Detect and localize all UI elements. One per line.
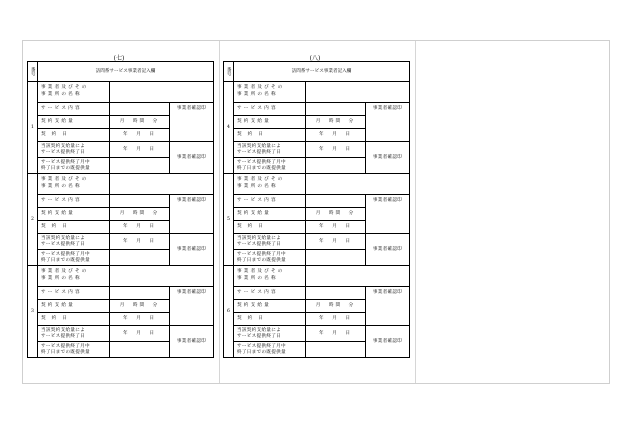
service-content-label: サービス内容 — [234, 103, 306, 116]
used-amount-line1: サービス提供終了月中 — [41, 160, 90, 166]
provider-name-label — [234, 174, 306, 195]
confirm-seal-text: 事業者確認印 — [372, 246, 403, 252]
contract-date-field[interactable]: 年 月 日 — [110, 313, 170, 326]
contract-amount-label: 契約支給量 — [234, 300, 306, 313]
provider-name-line1: 事業者及びその — [41, 85, 89, 91]
end-date-line1: 当該契約支給量によ — [41, 236, 86, 242]
confirm-seal-label-2[interactable] — [366, 142, 410, 174]
provider-name-line2: 事業所の名称 — [41, 276, 82, 281]
end-date-line1: 当該契約支給量によ — [237, 144, 282, 150]
contract-amount-field[interactable]: 月 時間 分 — [110, 116, 170, 129]
service-content-field[interactable] — [306, 195, 366, 208]
end-date-label — [38, 326, 110, 342]
confirm-seal-label[interactable]: 事業者確認印 — [170, 195, 214, 234]
provider-name-line1: 事業者及びその — [41, 177, 89, 183]
used-amount-label — [38, 250, 110, 266]
service-content-label: サービス内容 — [234, 195, 306, 208]
provider-name-line2: 事業所の名称 — [237, 92, 278, 97]
contract-date-label: 契約日 — [38, 313, 110, 326]
confirm-seal-label-2[interactable] — [366, 234, 410, 266]
entry-number: 3 — [28, 266, 38, 358]
service-content-field[interactable] — [110, 103, 170, 116]
end-date-line1: 当該契約支給量によ — [41, 328, 86, 334]
used-amount-line1: サービス提供終了月中 — [237, 252, 286, 258]
confirm-seal-text: 事業者確認印 — [176, 154, 207, 160]
end-date-label — [38, 142, 110, 158]
confirm-seal-label[interactable]: 事業者確認印 — [170, 287, 214, 326]
used-amount-line1: サービス提供終了月中 — [41, 252, 90, 258]
provider-name-field[interactable] — [110, 266, 214, 287]
end-date-field[interactable]: 年 月 日 — [306, 234, 366, 250]
provider-name-line1: 事業者及びその — [41, 269, 89, 275]
confirm-seal-text: 事業者確認印 — [372, 338, 403, 344]
contract-amount-field[interactable]: 月 時間 分 — [306, 300, 366, 313]
used-amount-label — [234, 250, 306, 266]
contract-amount-field[interactable]: 月 時間 分 — [110, 300, 170, 313]
contract-amount-field[interactable]: 月 時間 分 — [306, 116, 366, 129]
contract-date-field[interactable]: 年 月 日 — [306, 129, 366, 142]
used-amount-line2: 終了日までの既提供量 — [237, 257, 286, 263]
used-amount-field[interactable] — [110, 158, 170, 174]
page-divider-left — [219, 41, 220, 383]
provider-name-label — [234, 266, 306, 287]
end-date-line2: サービス提供終了日 — [41, 333, 86, 339]
used-amount-label — [38, 158, 110, 174]
provider-name-label — [38, 174, 110, 195]
contract-date-label: 契約日 — [38, 129, 110, 142]
used-amount-line2: 終了日までの既提供量 — [41, 349, 90, 355]
entry-number: 4 — [224, 82, 234, 174]
used-amount-label — [38, 342, 110, 358]
service-record-table-page-1 — [27, 61, 214, 358]
contract-date-label: 契約日 — [234, 313, 306, 326]
page-label-8: (八) — [309, 55, 321, 62]
service-content-label: サービス内容 — [38, 195, 110, 208]
contract-amount-label: 契約支給量 — [38, 208, 110, 221]
page-divider-right — [415, 41, 416, 383]
contract-date-field[interactable]: 年 月 日 — [110, 129, 170, 142]
used-amount-field[interactable] — [306, 342, 366, 358]
used-amount-line1: サービス提供終了月中 — [237, 344, 286, 350]
table-title: 訪問系サービス事業者記入欄 — [234, 62, 410, 82]
number-header: 番号 — [224, 62, 234, 82]
service-content-field[interactable] — [306, 103, 366, 116]
service-content-field[interactable] — [306, 287, 366, 300]
confirm-seal-label[interactable]: 事業者確認印 — [366, 195, 410, 234]
used-amount-label — [234, 158, 306, 174]
contract-date-label: 契約日 — [234, 221, 306, 234]
used-amount-field[interactable] — [110, 250, 170, 266]
used-amount-field[interactable] — [306, 158, 366, 174]
provider-name-field[interactable] — [306, 174, 410, 195]
contract-amount-field[interactable]: 月 時間 分 — [306, 208, 366, 221]
provider-name-line2: 事業所の名称 — [41, 92, 82, 97]
contract-date-field[interactable]: 年 月 日 — [306, 313, 366, 326]
end-date-label — [38, 234, 110, 250]
provider-name-line1: 事業者及びその — [237, 177, 285, 183]
contract-date-label: 契約日 — [234, 129, 306, 142]
provider-name-field[interactable] — [306, 266, 410, 287]
used-amount-line2: 終了日までの既提供量 — [237, 349, 286, 355]
end-date-line2: サービス提供終了日 — [237, 241, 282, 247]
entry-number: 5 — [224, 174, 234, 266]
contract-date-field[interactable]: 年 月 日 — [110, 221, 170, 234]
confirm-seal-text: 事業者確認印 — [372, 154, 403, 160]
end-date-field[interactable]: 年 月 日 — [306, 326, 366, 342]
confirm-seal-label[interactable]: 事業者確認印 — [170, 103, 214, 142]
number-header: 番号 — [28, 62, 38, 82]
provider-name-line2: 事業所の名称 — [237, 276, 278, 281]
used-amount-line2: 終了日までの既提供量 — [237, 165, 286, 171]
confirm-seal-label-2[interactable] — [366, 326, 410, 358]
end-date-field[interactable]: 年 月 日 — [110, 326, 170, 342]
entry-number: 2 — [28, 174, 38, 266]
contract-date-field[interactable]: 年 月 日 — [306, 221, 366, 234]
contract-amount-label: 契約支給量 — [38, 116, 110, 129]
service-content-label: サービス内容 — [38, 103, 110, 116]
end-date-line2: サービス提供終了日 — [41, 149, 86, 155]
end-date-field[interactable]: 年 月 日 — [306, 142, 366, 158]
end-date-line2: サービス提供終了日 — [237, 333, 282, 339]
entry-number: 6 — [224, 266, 234, 358]
used-amount-field[interactable] — [110, 342, 170, 358]
document-sheet — [22, 40, 610, 384]
confirm-seal-label[interactable]: 事業者確認印 — [366, 103, 410, 142]
provider-name-field[interactable] — [306, 82, 410, 103]
page-label-7: (七) — [113, 55, 125, 62]
provider-name-line1: 事業者及びその — [237, 269, 285, 275]
end-date-line1: 当該契約支給量によ — [237, 236, 282, 242]
end-date-label — [234, 142, 306, 158]
table-title: 訪問系サービス事業者記入欄 — [38, 62, 214, 82]
end-date-line1: 当該契約支給量によ — [237, 328, 282, 334]
service-content-field[interactable] — [110, 195, 170, 208]
provider-name-line1: 事業者及びその — [237, 85, 285, 91]
provider-name-field[interactable] — [110, 82, 214, 103]
service-record-table-page-2 — [223, 61, 410, 358]
contract-amount-label: 契約支給量 — [234, 208, 306, 221]
provider-name-line2: 事業所の名称 — [41, 184, 82, 189]
provider-name-field[interactable] — [110, 174, 214, 195]
end-date-label — [234, 234, 306, 250]
used-amount-line2: 終了日までの既提供量 — [41, 165, 90, 171]
used-amount-line2: 終了日までの既提供量 — [41, 257, 90, 263]
end-date-line1: 当該契約支給量によ — [41, 144, 86, 150]
contract-date-label: 契約日 — [38, 221, 110, 234]
contract-amount-label: 契約支給量 — [234, 116, 306, 129]
confirm-seal-label-2[interactable] — [170, 326, 214, 358]
confirm-seal-label[interactable]: 事業者確認印 — [366, 287, 410, 326]
confirm-seal-text: 事業者確認印 — [176, 246, 207, 252]
end-date-label — [234, 326, 306, 342]
end-date-field[interactable]: 年 月 日 — [110, 142, 170, 158]
entry-number: 1 — [28, 82, 38, 174]
used-amount-label — [234, 342, 306, 358]
service-content-field[interactable] — [110, 287, 170, 300]
used-amount-line1: サービス提供終了月中 — [237, 160, 286, 166]
service-content-label: サービス内容 — [38, 287, 110, 300]
end-date-line2: サービス提供終了日 — [237, 149, 282, 155]
confirm-seal-text: 事業者確認印 — [176, 338, 207, 344]
service-content-label: サービス内容 — [234, 287, 306, 300]
provider-name-label — [234, 82, 306, 103]
used-amount-line1: サービス提供終了月中 — [41, 344, 90, 350]
contract-amount-label: 契約支給量 — [38, 300, 110, 313]
confirm-seal-label-2[interactable] — [170, 142, 214, 174]
provider-name-label — [38, 266, 110, 287]
contract-amount-field[interactable]: 月 時間 分 — [110, 208, 170, 221]
used-amount-field[interactable] — [306, 250, 366, 266]
confirm-seal-label-2[interactable] — [170, 234, 214, 266]
provider-name-line2: 事業所の名称 — [237, 184, 278, 189]
end-date-line2: サービス提供終了日 — [41, 241, 86, 247]
end-date-field[interactable]: 年 月 日 — [110, 234, 170, 250]
provider-name-label — [38, 82, 110, 103]
